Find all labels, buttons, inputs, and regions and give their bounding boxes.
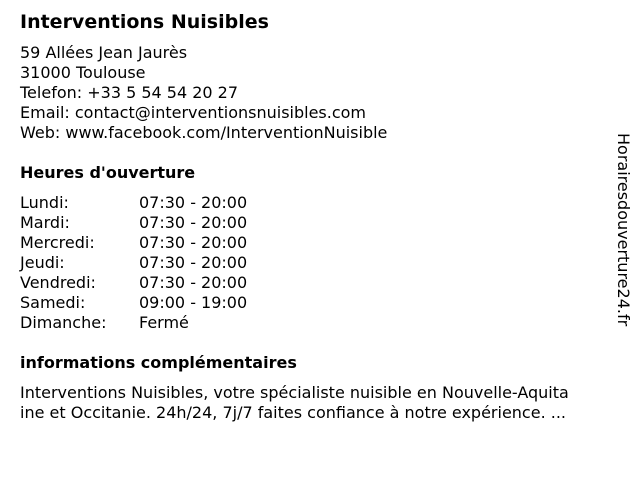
day-hours: Fermé: [139, 313, 189, 332]
hours-row-monday: [20, 193, 247, 213]
day-hours: 07:30 - 20:00: [139, 253, 248, 272]
address-city: 31000 Toulouse: [20, 63, 146, 82]
hours-row-sunday: [20, 313, 247, 333]
opening-hours-heading: Heures d'ouverture: [20, 163, 196, 182]
day-label: Mardi:: [20, 213, 70, 232]
business-name: Interventions Nuisibles: [20, 11, 269, 33]
day-hours: 07:30 - 20:00: [139, 273, 248, 292]
day-hours: 09:00 - 19:00: [139, 293, 248, 312]
description-line: ine et Occitanie. 24h/24, 7j/7 faites confiance à notre expérience. ...: [20, 403, 566, 422]
email-address: Email: contact@interventionsnuisibles.com: [20, 103, 367, 122]
hours-row-wednesday: [20, 233, 247, 253]
description-line: Interventions Nuisibles, votre spécialiste nuisible en Nouvelle-Aquita: [20, 383, 569, 402]
contact-block: [20, 43, 387, 143]
hours-row-thursday: [20, 253, 247, 273]
business-description: [20, 383, 620, 423]
phone-number: Telefon: +33 5 54 54 20 27: [20, 83, 239, 102]
day-label: Jeudi:: [20, 253, 65, 272]
day-hours: 07:30 - 20:00: [139, 193, 248, 212]
additional-info-heading: informations complémentaires: [20, 353, 297, 372]
website: Web: www.facebook.com/InterventionNuisible: [20, 123, 388, 142]
hours-row-tuesday: [20, 213, 247, 233]
day-label: Samedi:: [20, 293, 86, 312]
day-label: Mercredi:: [20, 233, 95, 252]
address-street: 59 Allées Jean Jaurès: [20, 43, 188, 62]
opening-hours-table: [20, 193, 247, 333]
day-label: Dimanche:: [20, 313, 107, 332]
day-hours: 07:30 - 20:00: [139, 213, 248, 232]
day-label: Vendredi:: [20, 273, 96, 292]
day-hours: 07:30 - 20:00: [139, 233, 248, 252]
hours-row-friday: [20, 273, 247, 293]
site-watermark: Horairesdouverture24.fr: [614, 133, 633, 327]
hours-row-saturday: [20, 293, 247, 313]
day-label: Lundi:: [20, 193, 69, 212]
